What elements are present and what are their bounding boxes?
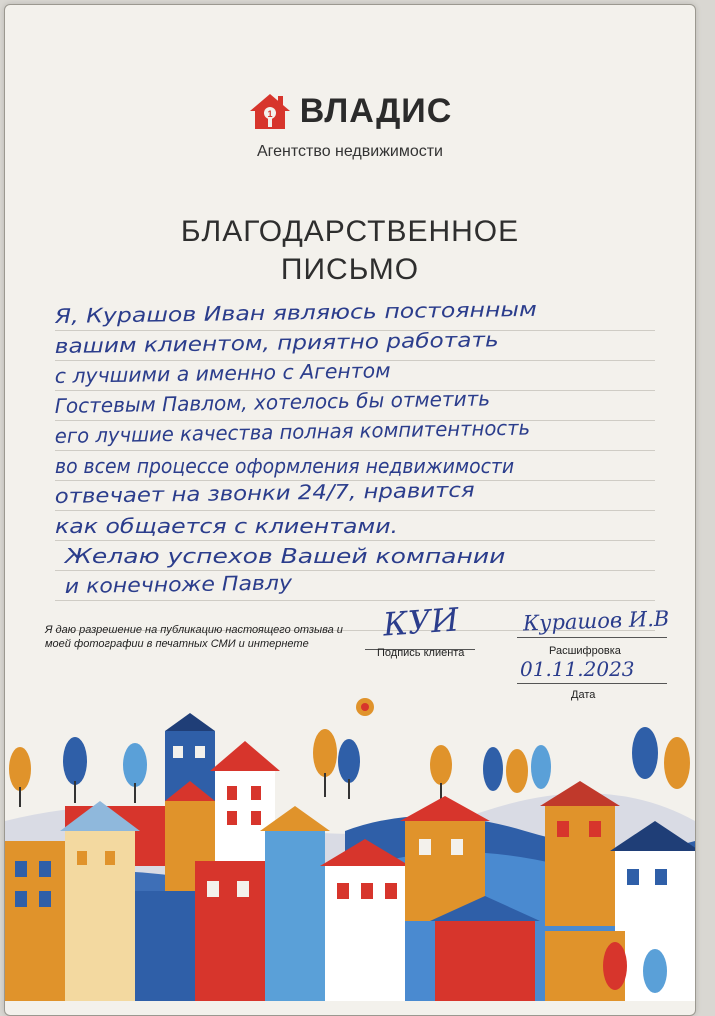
handwritten-text: Гостевым Павлом, хотелось бы отметить <box>54 386 491 418</box>
title-line-1: БЛАГОДАРСТВЕННОЕ <box>180 215 520 248</box>
name-decoding: Курашов И.В <box>522 606 670 636</box>
handwritten-text: вашим клиентом, приятно работать <box>54 327 499 358</box>
letter-body <box>54 296 655 631</box>
handwritten-text: отвечает на звонки 24/7, нравится <box>54 477 475 508</box>
letter-line <box>55 541 655 571</box>
handwritten-text: с лучшими а именно с Агентом <box>54 358 391 388</box>
date-value: 01.11.2023 <box>520 657 635 681</box>
title-line-2: ПИСЬМО <box>280 253 420 286</box>
house-key-icon <box>248 91 292 131</box>
letter-line <box>55 571 655 601</box>
publication-consent: Я даю разрешение на публикацию настоящего отзыва и моей фотографии в печатных СМИ и интернете <box>45 624 343 650</box>
decoding-label: Расшифровка <box>549 645 621 657</box>
letter-line <box>54 477 655 511</box>
client-signature: КУИ <box>381 600 461 644</box>
letter-line <box>54 358 655 391</box>
letter-sheet <box>4 4 696 1016</box>
handwritten-text: Желаю успехов Вашей компании <box>65 544 506 568</box>
handwritten-text: как общается с клиентами. <box>55 514 399 538</box>
signature-label: Подпись клиента <box>377 647 465 659</box>
letter-line <box>54 327 655 361</box>
brand-tagline: Агентство недвижимости <box>257 143 443 160</box>
date-line <box>517 683 667 684</box>
letter-line <box>54 296 655 331</box>
city-illustration <box>5 691 695 1001</box>
letter-line <box>54 386 655 421</box>
handwritten-text: Я, Курашов Иван являюсь постоянным <box>54 296 538 328</box>
handwritten-text: во всем процессе оформления недвижимости <box>55 454 515 478</box>
letter-line <box>55 511 655 541</box>
logo-key-number: 1 <box>267 109 273 119</box>
date-label: Дата <box>571 689 596 701</box>
letter-line <box>55 451 655 481</box>
brand-name: ВЛАДИС <box>299 91 453 130</box>
document-title <box>5 213 695 289</box>
letter-line <box>54 415 655 451</box>
company-logo <box>5 91 695 136</box>
handwritten-text: его лучшие качества полная компитентность <box>54 415 531 448</box>
decoding-line <box>517 637 667 638</box>
handwritten-text: и конечноже Павлу <box>64 570 293 598</box>
